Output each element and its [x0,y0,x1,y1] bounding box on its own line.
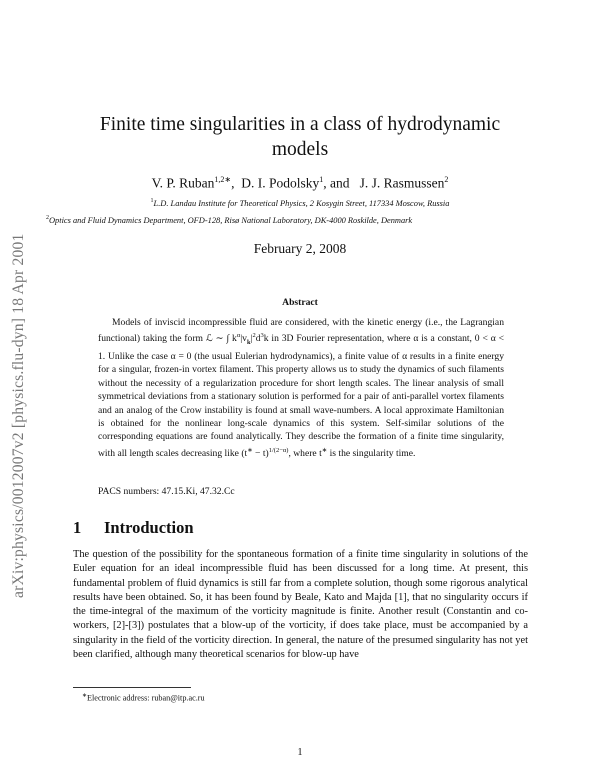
title-line-2: models [271,139,329,160]
affiliation-1 [40,198,560,208]
abstract-segment: k in 3D Fourier representation, where α is a constant, 0 < α < 1. Unlike the case α = 0 (the usual Eulerian hydrodynamics), a finite value of α results in a finite energy for a singular, frozen-in vortex filament. This property allows us to study the dynamics of such filaments without the necessity of a regularization procedure for short length scales. The linear analysis of small symmetrical deviations from a stationary solution is performed for a pair of anti-parallel vortex filaments and an analog of the Crow instability is found at small wave-numbers. A local approximate Hamiltonian is obtained for the nonlinear long-scale dynamics of this system. Self-similar solutions of the corresponding equations are found analytically. They describe the formation of a finite time singularity, with all length scales decreasing like (t [98,333,505,459]
author-name: D. I. Podolsky [241,175,320,191]
abstract-segment: , where t [288,447,322,459]
section-number: 1 [73,518,82,537]
abstract-body [98,316,504,460]
abstract-heading: Abstract [282,297,318,308]
author-name: J. J. Rasmussen [359,175,445,191]
footnote-divider [73,687,191,688]
affiliation-text: L.D. Landau Institute for Theoretical Physics, 2 Kosygin Street, 117334 Moscow, Russia [153,198,450,208]
author-name: V. P. Ruban [151,175,215,191]
abstract-segment: | [250,333,253,345]
footnote-marker: ∗ [82,693,88,699]
abstract-superscript: 1/(2−α) [268,446,289,454]
abstract-superscript: ∗ [321,446,328,454]
footnote [82,692,205,703]
pacs-numbers: PACS numbers: 47.15.Ki, 47.32.Cc [98,486,235,497]
footnote-text: Electronic address: ruban@itp.ac.ru [87,693,205,703]
paper-date: February 2, 2008 [253,241,347,256]
author-separator: , [231,175,235,191]
paper-title [70,112,530,162]
affiliation-marker: 2 [46,215,49,221]
author-superscript: 1,2∗ [214,175,232,184]
author-superscript: 1 [319,175,324,184]
page-number: 1 [297,747,303,758]
abstract-segment: is the singularity time. [327,447,416,459]
affiliation-marker: 1 [150,198,154,204]
introduction-paragraph: The question of the possibility for the spontaneous formation of a finite time singularity in solutions of the Euler equation for an ideal incompressible fluid has been discussed for a long time. At present, this fundamental problem of fluid dynamics is still far from a complete solution, though some rigorous analytical results have been obtained. So, it has been found by Beale, Kato and Majda [1], that no singularity occurs if the time-integral of the maximum of the vorticity magnitude is finite. Another result (Constantin and co-workers, [2]-[3]) postulates that a blow-up of the vorticity, if does take place, must be accompanied by a singularity in the field of the vorticity direction. In general, the nature of the presumed singularity has not yet been clarified, although many theoretical scenarios for blow-up have [73,549,528,661]
abstract-superscript: ∗ [247,446,253,454]
title-line-1: Finite time singularities in a class of hydrodynamic [99,114,501,135]
abstract-subscript: k [246,339,251,347]
abstract-segment: |v [240,333,247,345]
abstract-segment: Models of inviscid incompressible fluid are considered, with the kinetic energy (i.e., the Lagrangian functional) taking the form ℒ ∼ ∫ k [98,317,504,345]
abstract-superscript: 3 [260,332,264,340]
author-superscript: 2 [444,175,449,184]
arxiv-identifier-stamp[interactable]: arXiv:physics/0012007v2 [physics.flu-dyn] 18 Apr 2001 [10,233,27,598]
author-list [40,175,560,192]
abstract-superscript: α [236,332,241,340]
abstract-segment: d [255,333,261,345]
affiliation-text: Optics and Fluid Dynamics Department, OFD-128, Risø National Laboratory, DK-4000 Roskilde, Denmark [49,215,413,225]
author-separator: , and [323,175,350,191]
abstract-segment: − t) [252,447,269,459]
section-title: Introduction [104,518,194,537]
affiliation-2 [46,215,566,225]
abstract-superscript: 2 [252,332,256,340]
section-heading-introduction [73,518,194,538]
